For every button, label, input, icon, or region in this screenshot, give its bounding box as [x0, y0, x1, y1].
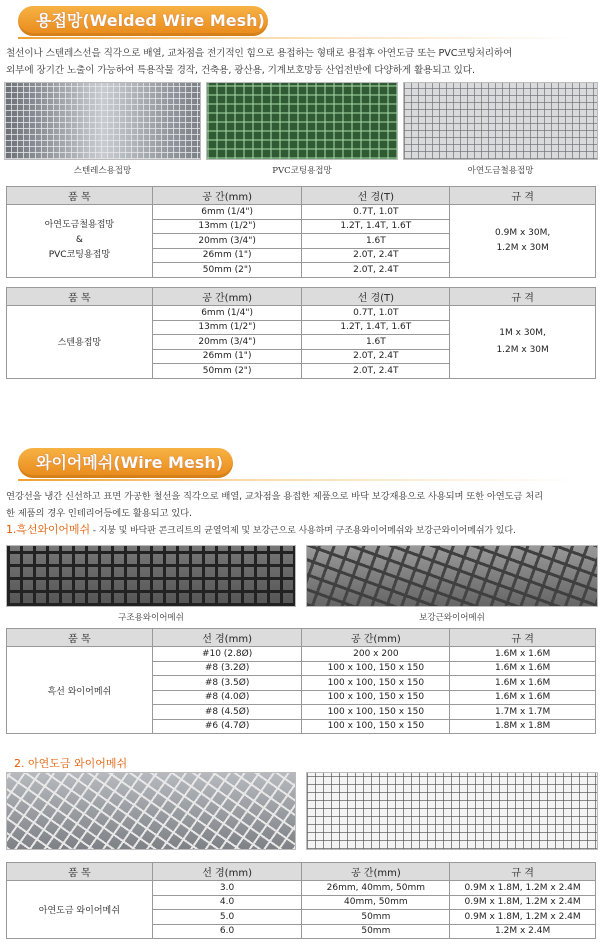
table-row: [7, 306, 596, 321]
galvanized-wire-cage-photo: [306, 772, 598, 850]
wire-cell: 3.0: [152, 881, 302, 896]
title-divider: [18, 37, 578, 39]
spec-cell: 1.6M x 1.6M: [450, 661, 596, 676]
header-spec: 규 격: [450, 863, 596, 881]
space-cell: 13mm (1/2"): [152, 320, 302, 335]
description-line: 연강선을 냉간 신선하고 표면 가공한 철선을 직각으로 배열, 교차점을 용접한 제품으로 바닥 보강재용으로 사용되며 또한 아연도금 처리: [6, 491, 543, 502]
space-cell: 100 x 100, 150 x 150: [302, 661, 450, 676]
wire-cell: 0.7T, 1.0T: [302, 205, 450, 220]
description-line: 외부에 장기간 노출이 가능하여 특용작물 경작, 건축용, 광산용, 기계보호망등 산업전반에 다양하게 활용되고 있다.: [6, 65, 475, 76]
space-cell: 26mm (1"): [152, 349, 302, 364]
header-item: 품 목: [7, 187, 153, 205]
stainless-mesh-photo: [4, 82, 201, 160]
space-cell: 200 x 200: [302, 647, 450, 662]
photo-caption: 구조용와이어메쉬: [118, 613, 184, 623]
pvc-mesh-photo: [206, 82, 398, 160]
table-row: [7, 205, 596, 220]
header-spec: 규 격: [450, 187, 596, 205]
wire-cell: 0.7T, 1.0T: [302, 306, 450, 321]
wire-cell: 1.6T: [302, 335, 450, 350]
table-header-row: [7, 288, 596, 306]
wire-cell: #8 (3.2Ø): [152, 661, 302, 676]
space-cell: 40mm, 50mm: [302, 895, 450, 910]
item-name: PVC코팅용접망: [48, 250, 111, 261]
spec-line: 1.2M x 30M: [496, 242, 549, 253]
space-cell: 100 x 100, 150 x 150: [302, 705, 450, 720]
galvanized-wire-mesh-table: [6, 862, 596, 939]
header-spec: 규 격: [450, 288, 596, 306]
header-item: 품 목: [7, 863, 153, 881]
photo-caption: PVC코팅용접망: [272, 166, 332, 176]
space-cell: 26mm (1"): [152, 248, 302, 263]
wire-cell: 2.0T, 2.4T: [302, 248, 450, 263]
spec-cell: 1.6M x 1.6M: [450, 690, 596, 705]
photo-caption: 아연도금철용접망: [467, 166, 534, 176]
space-cell: 20mm (3/4"): [152, 335, 302, 350]
space-cell: 100 x 100, 150 x 150: [302, 719, 450, 734]
space-cell: 50mm: [302, 924, 450, 939]
header-wire: 선 경(T): [302, 288, 450, 306]
wire-cell: #6 (4.7Ø): [152, 719, 302, 734]
spec-cell: 0.9M x 1.8M, 1.2M x 2.4M: [450, 895, 596, 910]
wire-cell: 2.0T, 2.4T: [302, 349, 450, 364]
wire-cell: 1.2T, 1.4T, 1.6T: [302, 320, 450, 335]
spec-line: 0.9M x 30M,: [495, 227, 551, 238]
item-cell: 아연도금 와이어메쉬: [7, 881, 153, 939]
spec-cell: 1.2M x 2.4M: [450, 924, 596, 939]
black-wire-mesh-table: [6, 628, 596, 734]
space-cell: 50mm (2"): [152, 364, 302, 379]
header-space: 공 간(mm): [302, 629, 450, 647]
galvanized-wire-mesh-subheading: 2. 아연도금 와이어메쉬: [14, 757, 128, 770]
wire-cell: #8 (3.5Ø): [152, 676, 302, 691]
table-header-row: [7, 187, 596, 205]
spec-cell: 0.9M x 1.8M, 1.2M x 2.4M: [450, 910, 596, 925]
title-divider: [18, 479, 578, 481]
black-wire-mesh-subheading: [6, 521, 603, 540]
wire-cell: #10 (2.8Ø): [152, 647, 302, 662]
item-name: &: [75, 235, 83, 246]
item-cell: 흑선 와이어메쉬: [7, 647, 153, 734]
wire-mesh-description: [6, 488, 603, 522]
description-line: 철선이나 스텐레스선을 직각으로 배열, 교차점을 전기적인 힘으로 용접하는 형태로 용접후 아연도금 또는 PVC코팅처리하여: [6, 48, 513, 59]
table-row: [7, 647, 596, 662]
spec-cell: 1.7M x 1.7M: [450, 705, 596, 720]
space-cell: 20mm (3/4"): [152, 234, 302, 249]
header-wire: 선 경(T): [302, 187, 450, 205]
wire-cell: 1.6T: [302, 234, 450, 249]
space-cell: 100 x 100, 150 x 150: [302, 676, 450, 691]
spec-cell: 1.6M x 1.6M: [450, 647, 596, 662]
structural-wire-mesh-photo: [6, 545, 296, 607]
spec-cell: [450, 205, 596, 278]
reinforcing-wire-mesh-photo: [306, 545, 598, 607]
header-wire: 선 경(mm): [152, 629, 302, 647]
space-cell: 100 x 100, 150 x 150: [302, 690, 450, 705]
item-cell: 스텐용접망: [7, 306, 153, 379]
space-cell: 13mm (1/2"): [152, 219, 302, 234]
wire-cell: #8 (4.5Ø): [152, 705, 302, 720]
wire-cell: 6.0: [152, 924, 302, 939]
space-cell: 6mm (1/4"): [152, 306, 302, 321]
subheading-desc: - 지붕 및 바닥판 콘크리트의 균열억제 및 보강근으로 사용하며 구조용와이어메쉬와 보강근와이어메쉬가 있다.: [92, 526, 516, 536]
description-line: 한 제품의 경우 인테리어등에도 활용되고 있다.: [6, 508, 192, 519]
item-name: 아연도금철용접망: [44, 220, 115, 231]
header-spec: 규 격: [450, 629, 596, 647]
welded-mesh-table-stainless: [6, 287, 596, 379]
welded-mesh-table-galvanized-pvc: [6, 186, 596, 278]
wire-cell: 2.0T, 2.4T: [302, 364, 450, 379]
section-title-wire-mesh: 와이어메쉬(Wire Mesh): [18, 448, 233, 478]
header-wire: 선 경(mm): [152, 863, 302, 881]
space-cell: 26mm, 40mm, 50mm: [302, 881, 450, 896]
wire-cell: #8 (4.0Ø): [152, 690, 302, 705]
wire-cell: 5.0: [152, 910, 302, 925]
wire-cell: 2.0T, 2.4T: [302, 263, 450, 278]
table-header-row: [7, 863, 596, 881]
wire-cell: 4.0: [152, 895, 302, 910]
header-item: 품 목: [7, 629, 153, 647]
space-cell: 6mm (1/4"): [152, 205, 302, 220]
galvanized-mesh-photo: [403, 82, 598, 160]
spec-cell: [450, 306, 596, 379]
table-row: [7, 881, 596, 896]
galvanized-wire-mesh-photo: [6, 772, 296, 850]
spec-cell: 1.6M x 1.6M: [450, 676, 596, 691]
spec-line: 1.2M x 30M: [496, 344, 549, 355]
photo-caption: 보강근와이어메쉬: [419, 613, 485, 623]
header-space: 공 간(mm): [152, 288, 302, 306]
wire-cell: 1.2T, 1.4T, 1.6T: [302, 219, 450, 234]
item-cell: [7, 205, 153, 278]
header-space: 공 간(mm): [152, 187, 302, 205]
spec-cell: 1.8M x 1.8M: [450, 719, 596, 734]
table-header-row: [7, 629, 596, 647]
header-item: 품 목: [7, 288, 153, 306]
welded-mesh-description: [6, 45, 603, 79]
photo-caption: 스텐레스용접망: [73, 166, 132, 176]
space-cell: 50mm (2"): [152, 263, 302, 278]
header-space: 공 간(mm): [302, 863, 450, 881]
space-cell: 50mm: [302, 910, 450, 925]
section-title-welded-wire-mesh: 용접망(Welded Wire Mesh): [18, 6, 268, 36]
spec-cell: 0.9M x 1.8M, 1.2M x 2.4M: [450, 881, 596, 896]
subheading-title: 1.흑선와이어메쉬: [6, 523, 90, 536]
spec-line: 1M x 30M,: [499, 327, 546, 338]
